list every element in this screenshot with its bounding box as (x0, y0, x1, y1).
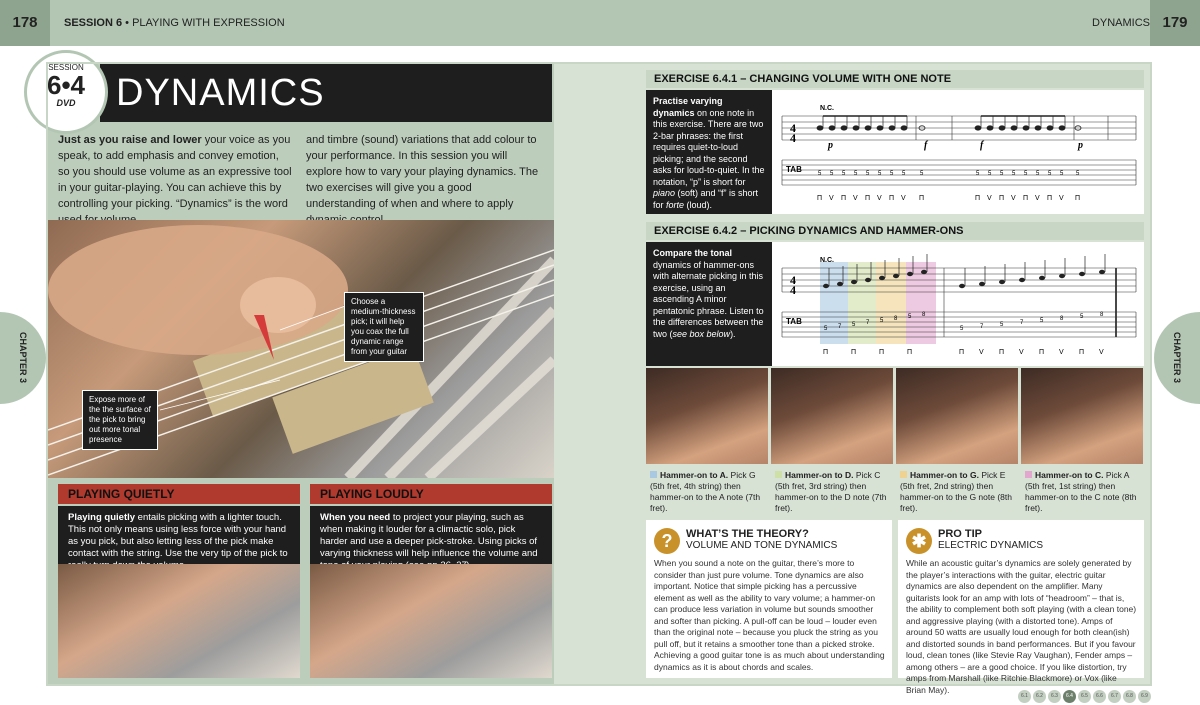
caption-text: Pick G (5th fret, 4th string) then hammer-on to the A note (7th fret). (650, 470, 761, 513)
pick-stroke-mark: Π (975, 195, 981, 202)
ex1-forte: forte (666, 199, 685, 210)
tab-number: 8 (894, 316, 898, 322)
tab-number: 5 (824, 326, 828, 332)
pick-stroke-mark: V (853, 195, 858, 202)
pick-stroke-mark: Π (1039, 349, 1045, 356)
ex2-tab-label: TAB (786, 317, 802, 326)
tab-number: 5 (1076, 171, 1080, 177)
pick-stroke-mark: Π (907, 349, 913, 356)
pick-stroke-mark: Π (879, 349, 885, 356)
theory-title: WHAT’S THE THEORY? (686, 528, 809, 540)
color-swatch (650, 471, 657, 478)
note-head (823, 284, 829, 288)
ex1-nc-label: N.C. (820, 105, 834, 112)
tab-number: 5 (1040, 318, 1044, 324)
running-header-left (64, 0, 285, 46)
tab-number: 5 (988, 171, 992, 177)
note-head (907, 272, 913, 276)
pick-stroke-mark: Π (841, 195, 847, 202)
section-name: PLAYING WITH EXPRESSION (132, 17, 285, 29)
playing-quietly-heading: PLAYING QUIETLY (58, 484, 300, 504)
tab-number: 7 (1020, 320, 1024, 326)
session-dot[interactable]: 6.5 (1078, 690, 1091, 703)
tab-number: 7 (980, 324, 984, 330)
pick-stroke-mark: V (1059, 195, 1064, 202)
quiet-lead: Playing quietly (68, 512, 136, 523)
tab-number: 5 (852, 322, 856, 328)
ex2-lead: Compare the tonal (653, 248, 733, 258)
caption-text: Pick E (5th fret, 2nd string) then hammer-on to the G note (8th fret). (900, 470, 1012, 513)
pick-stroke-mark: Π (999, 349, 1005, 356)
pick-stroke-mark: Π (1023, 195, 1029, 202)
note-head (1059, 274, 1065, 278)
hammer-on-photo (771, 368, 893, 464)
hammer-on-photo (1021, 368, 1143, 464)
note-head (999, 280, 1005, 284)
pro-tip-title: PRO TIP (938, 528, 983, 540)
playing-quietly-photo (58, 564, 300, 678)
ex2-time-sig-bottom: 4 (790, 283, 796, 297)
ex1-end: (loud). (684, 199, 713, 210)
pick-stroke-mark: V (877, 195, 882, 202)
playing-loudly-text (310, 506, 552, 564)
ex1-dyn-p1: p (828, 140, 833, 151)
exercise-1-notation (772, 90, 1144, 214)
caption-lead: Hammer-on to G. (910, 470, 979, 480)
note-head (817, 126, 823, 130)
note-head (865, 126, 871, 130)
pick-stroke-mark: Π (999, 195, 1005, 202)
tab-number: 5 (976, 171, 980, 177)
badge-session-word: SESSION (48, 63, 84, 72)
note-head (1079, 272, 1085, 276)
note-head (1099, 270, 1105, 274)
hammer-on-photo (646, 368, 768, 464)
chapter-tab-right: CHAPTER 3 (1154, 312, 1200, 404)
note-head (893, 274, 899, 278)
ex1-time-sig-bottom: 4 (790, 131, 796, 145)
theory-box (646, 520, 892, 678)
tab-number: 5 (830, 171, 834, 177)
tab-number: 5 (1024, 171, 1028, 177)
caption-lead: Hammer-on to C. (1035, 470, 1104, 480)
exercise-2-staff (772, 242, 1144, 366)
note-head (979, 282, 985, 286)
tab-number: 8 (922, 312, 926, 318)
ex2-see-ref: see box below (672, 328, 731, 339)
session-dot[interactable]: 6.3 (1048, 690, 1061, 703)
note-head (901, 126, 907, 130)
session-dot[interactable]: 6.8 (1123, 690, 1136, 703)
pick-stroke-mark: V (829, 195, 834, 202)
pick-stroke-mark: V (1011, 195, 1016, 202)
tab-number: 5 (818, 171, 822, 177)
intro-lead: Just as you raise and lower (58, 134, 202, 146)
note-head (877, 126, 883, 130)
note-head (1011, 126, 1017, 130)
dvd-icon: DVD (56, 98, 76, 108)
ex1-dyn-p2: p (1078, 140, 1083, 151)
tab-number: 5 (1048, 171, 1052, 177)
ex1-dyn-f1: f (924, 140, 928, 151)
session-dot[interactable]: 6.9 (1138, 690, 1151, 703)
note-head (889, 126, 895, 130)
note-head (1047, 126, 1053, 130)
tab-number: 5 (960, 326, 964, 332)
note-head (851, 280, 857, 284)
caption-lead: Hammer-on to A. (660, 470, 729, 480)
tab-number: 5 (1000, 171, 1004, 177)
session-dot[interactable]: 6.7 (1108, 690, 1121, 703)
exercise-1-description (646, 90, 772, 214)
pro-tip-box (898, 520, 1144, 695)
pick-stroke-mark: Π (1079, 349, 1085, 356)
note-head (853, 126, 859, 130)
theory-body: When you sound a note on the guitar, there’s more to consider than just pure volume. Tone dynamics are also important. Notice that simple picking has a percussive element as well as the ability to vary volume; a hammer-on can produce less variation in volume but sounds smoother and softer than picking. A pull-off can be loud – louder even than the original note – because you pluck the string as you pull off, but it retains a smoother tone than a picked stroke. Achieving a good guitar tone is as much about understanding dynamics as it is about chords and scales. (654, 558, 885, 672)
hammer-on-caption (775, 470, 893, 514)
note-head (1035, 126, 1041, 130)
note-head (1059, 126, 1065, 130)
running-header-right: DYNAMICS (1091, 17, 1150, 29)
tab-number: 5 (920, 171, 924, 177)
ex1-text: on one note in this exercise. There are two 2-bar phrases: the first requires quiet-to-loud picking; and the second asks for loud-to-quiet. In the notation, “p” is short for (653, 107, 765, 187)
hammer-on-photo (896, 368, 1018, 464)
exercise-1-staff (772, 90, 1144, 214)
loud-body: to project your playing, such as when making it louder for a climactic solo, pick harder and use a deeper pick-stroke. Using picks of varying thickness will help influence the volume and (320, 512, 538, 559)
note-head (879, 276, 885, 280)
ex2-nc-label: N.C. (820, 257, 834, 264)
pick-stroke-mark: Π (959, 349, 965, 356)
tab-number: 5 (1060, 171, 1064, 177)
tab-number: 5 (1080, 314, 1084, 320)
session-dot[interactable]: 6.4 (1063, 690, 1076, 703)
session-dot[interactable]: 6.2 (1033, 690, 1046, 703)
hammer-on-caption (1025, 470, 1143, 514)
tab-number: 7 (838, 324, 842, 330)
session-label: SESSION 6 (64, 17, 123, 29)
playing-loudly-heading: PLAYING LOUDLY (310, 484, 552, 504)
badge-session-number: 6•4 (46, 70, 86, 100)
note-head (921, 270, 927, 274)
tab-number: 5 (890, 171, 894, 177)
question-icon: ? (654, 528, 680, 554)
ex1-dyn-f2: f (980, 140, 984, 151)
note-head (829, 126, 835, 130)
ex2-time-sig-top: 4 (790, 273, 796, 287)
pick-stroke-mark: V (1019, 349, 1024, 356)
exercise-2-notation (772, 242, 1144, 366)
intro-column-1 (58, 132, 292, 228)
note-head (975, 126, 981, 130)
pick-stroke-mark: V (987, 195, 992, 202)
note-head (837, 282, 843, 286)
pick-stroke-mark: Π (1047, 195, 1053, 202)
pick-stroke-mark: Π (851, 349, 857, 356)
exercise-1-heading: EXERCISE 6.4.1 – CHANGING VOLUME WITH ONE NOTE (646, 70, 1144, 88)
tab-number: 5 (880, 318, 884, 324)
asterisk-icon: ✱ (906, 528, 932, 554)
caption-lead: Hammer-on to D. (785, 470, 854, 480)
callout-pick-surface: Expose more of the the surface of the pick to bring out more tonal presence (82, 390, 158, 450)
tab-number: 8 (1100, 312, 1104, 318)
header-bullet: • (125, 17, 129, 29)
quiet-body: entails picking with a lighter touch. This not only means using less force with your hand as you pick, but also letting less of the pick make contact with the string. Use the very tip of the pick to (68, 512, 288, 559)
pick-stroke-mark: V (979, 349, 984, 356)
hammer-on-caption (650, 470, 768, 514)
ex2-end: ). (730, 328, 736, 339)
note-head (1039, 276, 1045, 280)
hammer-on-caption (900, 470, 1018, 514)
color-swatch (775, 471, 782, 478)
tab-number: 5 (908, 314, 912, 320)
ex1-time-sig-top: 4 (790, 121, 796, 135)
note-head (1019, 278, 1025, 282)
chapter-tab-left: CHAPTER 3 (0, 312, 46, 404)
ex1-piano: piano (653, 188, 676, 198)
intro-col1-text: your voice as you speak, to add emphasis and convey emotion, so you should use volume as an expressive tool in your guitar-playing. You can achieve this by controlling your picking. “Dynamics” is the word (58, 134, 292, 210)
pick-stroke-mark: V (901, 195, 906, 202)
pick-stroke-mark: V (1059, 349, 1064, 356)
session-badge (24, 50, 108, 134)
note-head (999, 126, 1005, 130)
callout-pick-thickness: Choose a medium-thickness pick; it will help you coax the full dynamic range from your guitar (344, 292, 424, 362)
note-head (1023, 126, 1029, 130)
ex1-tab-label: TAB (786, 165, 802, 174)
caption-text: Pick C (5th fret, 3rd string) then hammer-on to the D note (7th fret). (775, 470, 887, 513)
tab-number: 7 (866, 320, 870, 326)
tab-number: 5 (842, 171, 846, 177)
ex2-text: dynamics of hammer-ons with alternate picking in this exercise, using an ascending A minor pentatonic phrase. Listen to the differences between the two ( (653, 259, 764, 339)
tab-number: 5 (902, 171, 906, 177)
page-title: DYNAMICS (100, 64, 552, 122)
pick-stroke-mark: Π (889, 195, 895, 202)
playing-quietly-text (58, 506, 300, 564)
ex1-mid: (soft) and “f” is short for (653, 188, 759, 210)
pro-tip-subtitle: ELECTRIC DYNAMICS (938, 540, 1044, 551)
loud-lead: When you need (320, 512, 391, 523)
playing-loudly-photo (310, 564, 552, 678)
tab-number: 5 (1000, 322, 1004, 328)
note-head (987, 126, 993, 130)
pick-stroke-mark: V (1035, 195, 1040, 202)
session-dot[interactable]: 6.6 (1093, 690, 1106, 703)
exercise-2-heading: EXERCISE 6.4.2 – PICKING DYNAMICS AND HAMMER-ONS (646, 222, 1144, 240)
note-head (959, 284, 965, 288)
ex1-lead: Practise varying dynamics (653, 96, 723, 118)
pick-stroke-mark: Π (823, 349, 829, 356)
exercise-2-description (646, 242, 772, 366)
pick-stroke-mark: Π (919, 195, 925, 202)
color-swatch (1025, 471, 1032, 478)
theory-subtitle: VOLUME AND TONE DYNAMICS (686, 540, 838, 551)
color-swatch (900, 471, 907, 478)
intro-column-2: and timbre (sound) variations that add colour to your performance. In this session you will explore how to vary your playing dynamics. The two exercises will give you a good understanding of when and where to apply (306, 134, 539, 210)
right-page-number: 179 (1150, 0, 1200, 46)
left-page-number: 178 (0, 0, 50, 46)
tab-number: 5 (866, 171, 870, 177)
guitar-picking-photo (48, 220, 554, 478)
tab-number: 5 (1036, 171, 1040, 177)
tab-number: 5 (1012, 171, 1016, 177)
note-head (865, 278, 871, 282)
pick-stroke-mark: V (1099, 349, 1104, 356)
tab-number: 5 (878, 171, 882, 177)
pick-stroke-mark: Π (1075, 195, 1081, 202)
pick-stroke-mark: Π (865, 195, 871, 202)
session-dot[interactable]: 6.1 (1018, 690, 1031, 703)
note-head (841, 126, 847, 130)
tab-number: 5 (854, 171, 858, 177)
caption-text: Pick A (5th fret, 1st string) then hammer-on to the C note (8th fret). (1025, 470, 1137, 513)
tab-number: 8 (1060, 316, 1064, 322)
pro-tip-body: While an acoustic guitar’s dynamics are solely generated by the player’s interactions with the guitar, electric guitar dynamics are also dependent on the amplifier. Many guitarists look for an amp with lots of “headroom” – that is, the ability to complement both soft playing (with a clean tone) and aggressive playing (with a distorted tone). Amps of around 50 watts are usually loud enough for both clean(ish) and distorted sounds in band performances. But if you favour loud, clean tones (like Stevie Ray Vaughan), Fender amps – among others – are a good choice. If you like distortion, try amps from Marshall (like Ritchie Blackmore) or Vox (like Brian May). (906, 558, 1137, 695)
pick-stroke-mark: Π (817, 195, 823, 202)
